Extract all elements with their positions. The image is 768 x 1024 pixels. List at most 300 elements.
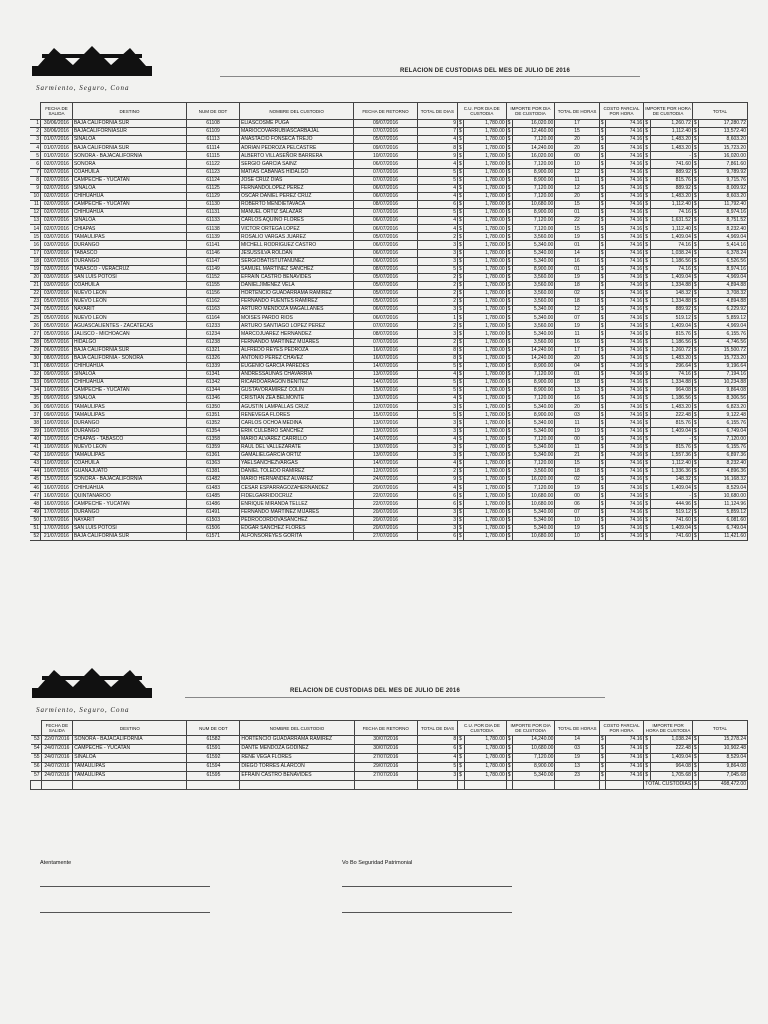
currency-symbol: $ [599, 184, 605, 192]
header-cell: IMPORTE POR DIA DE CUSTODIA [506, 721, 555, 736]
table-cell: 1,780.00 [464, 265, 506, 273]
table-cell: TAMAULIPAS [72, 451, 186, 459]
currency-symbol: $ [599, 532, 605, 540]
currency-symbol: $ [599, 403, 605, 411]
table-cell: 15,278.24 [699, 736, 748, 745]
table-cell: 61342 [187, 379, 240, 387]
currency-symbol: $ [599, 508, 605, 516]
table-cell: 13,572.40 [699, 128, 748, 136]
currency-symbol: $ [692, 289, 698, 297]
table-cell: 964.08 [650, 387, 692, 395]
header-cell: DESTINO [72, 103, 186, 120]
table-cell: 03/07/2016 [41, 249, 73, 257]
table-cell: 06/07/2016 [354, 217, 417, 225]
table-cell: 5,340.00 [512, 249, 554, 257]
table-cell: 6,749.04 [699, 524, 748, 532]
table-cell: 519.12 [650, 314, 692, 322]
table-cell: 8,529.04 [699, 484, 748, 492]
table-cell: 7,120.00 [512, 136, 554, 144]
table-cell: 32 [30, 370, 41, 378]
table-cell: NUEVO LEON [72, 314, 186, 322]
table-cell: 12,460.00 [512, 128, 554, 136]
table-cell: 1,780.00 [464, 209, 506, 217]
table-cell: 74.16 [650, 265, 692, 273]
table-cell: 5,414.16 [699, 241, 748, 249]
table-cell: 74.16 [606, 484, 644, 492]
currency-symbol: $ [506, 225, 512, 233]
table-row [30, 281, 748, 289]
table-cell: 61138 [187, 225, 240, 233]
table-cell: 1,780.00 [464, 459, 506, 467]
table-cell: 74.16 [606, 745, 644, 754]
table-cell: 61125 [187, 184, 240, 192]
table-cell: 18 [555, 379, 599, 387]
table-cell: 222.48 [650, 745, 692, 754]
currency-symbol: $ [644, 306, 650, 314]
table-cell: 10,680.00 [699, 492, 748, 500]
total-spacer [31, 781, 42, 790]
table-cell: 10/07/2016 [41, 451, 73, 459]
currency-symbol: $ [457, 249, 463, 257]
table-cell: 01 [555, 370, 599, 378]
table-cell: 7,194.16 [699, 370, 748, 378]
table-cell: 01 [555, 209, 599, 217]
table-cell: 8 [30, 176, 41, 184]
table-cell: 889.92 [650, 184, 692, 192]
table-cell: 61591 [187, 745, 240, 754]
currency-symbol: $ [457, 451, 463, 459]
header-cell: COSTO PARCIAL POR HORA [599, 103, 643, 120]
table-cell: 1,409.04 [650, 233, 692, 241]
currency-symbol: $ [599, 160, 605, 168]
currency-symbol: $ [506, 736, 512, 745]
table-cell: 12 [555, 184, 599, 192]
table-cell: 1,780.00 [464, 370, 506, 378]
table-cell: ALFREDO REYES PEDROZA [240, 346, 354, 354]
table-cell: 22 [30, 289, 41, 297]
table-cell: 1,409.04 [650, 427, 692, 435]
header-index [30, 103, 41, 120]
currency-symbol: $ [506, 435, 512, 443]
table-cell: 48 [30, 500, 41, 508]
table-row [30, 306, 748, 314]
currency-symbol: $ [644, 435, 650, 443]
table-cell: 19 [555, 524, 599, 532]
table-cell: 61351 [187, 411, 240, 419]
currency-symbol: $ [506, 298, 512, 306]
table-cell: PEDROCORDOVASANCHEZ [240, 516, 354, 524]
table-cell: 1,780.00 [464, 184, 506, 192]
table-cell: 4 [417, 160, 457, 168]
currency-symbol: $ [457, 144, 463, 152]
currency-symbol: $ [506, 362, 512, 370]
table-cell: 9 [417, 152, 457, 160]
table-cell: 4 [417, 370, 457, 378]
table-cell: 9,864.08 [699, 387, 748, 395]
table-cell: 14/07/2016 [354, 435, 417, 443]
table-cell: 4,746.56 [699, 338, 748, 346]
table-cell: 3 [417, 419, 457, 427]
table-cell: JALISCO - MICHOACAN [72, 330, 186, 338]
currency-symbol: $ [644, 411, 650, 419]
table-cell: 1,186.56 [650, 257, 692, 265]
table-cell: 1,780.00 [464, 160, 506, 168]
table-cell: ALBERTO VILLASEÑOR BARRERA [240, 152, 354, 160]
currency-symbol: $ [506, 459, 512, 467]
table-cell: 5 [30, 152, 41, 160]
table-cell: 25 [30, 314, 41, 322]
table-cell: ALFONSOREYES GORITA [240, 532, 354, 540]
table-cell: 8,900.00 [512, 387, 554, 395]
table-cell: 74.16 [606, 209, 644, 217]
table-cell: 6,081.60 [699, 516, 748, 524]
currency-symbol: $ [644, 468, 650, 476]
table-cell: 22 [555, 217, 599, 225]
table-cell: 1,780.00 [464, 298, 506, 306]
table-cell: 12 [555, 168, 599, 176]
table-cell: 61234 [187, 330, 240, 338]
table-cell: 03/07/2016 [41, 289, 73, 297]
table-cell: 5 [417, 168, 457, 176]
table-cell: 05/07/2016 [354, 289, 417, 297]
table-cell: 815.76 [650, 419, 692, 427]
table-cell: 13/07/2016 [354, 370, 417, 378]
table-cell: 1,409.04 [650, 754, 692, 763]
table-cell: 61163 [187, 306, 240, 314]
currency-symbol: $ [644, 745, 650, 754]
table-cell: 10 [30, 192, 41, 200]
table-body-2 [31, 736, 748, 790]
table-cell: 10/07/2016 [354, 152, 417, 160]
currency-symbol: $ [506, 306, 512, 314]
table-row [30, 411, 748, 419]
table-cell: 61592 [187, 754, 240, 763]
table-cell: 8,009.92 [699, 184, 748, 192]
currency-symbol: $ [644, 524, 650, 532]
table-cell: FERNANDO MARTINEZ MIJARES [240, 338, 354, 346]
table-cell: 05/07/2016 [354, 298, 417, 306]
table-cell: 05/07/2016 [354, 281, 417, 289]
table-cell: 4,969.04 [699, 233, 748, 241]
currency-symbol: $ [457, 346, 463, 354]
currency-symbol: $ [692, 370, 698, 378]
table-cell: 30/06/2016 [41, 128, 73, 136]
table-cell: 4 [417, 754, 457, 763]
table-cell: 21 [30, 281, 41, 289]
table-cell: 8,900.00 [513, 763, 555, 772]
currency-symbol: $ [458, 763, 464, 772]
logo-text-2: Sarmiento, Seguro, Cona [36, 706, 130, 714]
table-cell: 1,780.00 [464, 306, 506, 314]
table-cell: NAYARIT [72, 306, 186, 314]
table-cell: 815.76 [650, 176, 692, 184]
table-cell: 16 [555, 395, 599, 403]
table-cell: 30/06/2016 [41, 120, 73, 128]
table-cell: 4 [417, 395, 457, 403]
table-cell: 00 [555, 152, 599, 160]
currency-symbol: $ [506, 217, 512, 225]
currency-symbol: $ [599, 289, 605, 297]
table-cell: DANTE MENDOZA GODINEZ [240, 745, 354, 754]
table-cell: COAHUILA [72, 459, 186, 467]
table-cell: 8,306.56 [699, 395, 748, 403]
currency-symbol: $ [457, 500, 463, 508]
table-cell: 1,780.00 [464, 168, 506, 176]
table-row [30, 184, 748, 192]
table-cell: MOISES PARDO RIOS [240, 314, 354, 322]
table-cell: 7,120.00 [512, 192, 554, 200]
currency-symbol: $ [644, 346, 650, 354]
table-cell: DANIELJIMENEZ VELA [240, 281, 354, 289]
signature-right-line-2 [342, 912, 512, 913]
table-cell: 4 [417, 435, 457, 443]
table-cell: 1,409.04 [650, 322, 692, 330]
table-cell: 74.16 [606, 379, 644, 387]
table-cell: 10/07/2016 [41, 387, 73, 395]
table-cell: BAJA CALIFORNIA SUR [72, 120, 186, 128]
table-cell: 4,894.88 [699, 298, 748, 306]
table-row [30, 128, 748, 136]
table-cell: 14 [555, 736, 599, 745]
header-cell: NUM DE ODT [187, 721, 240, 736]
table-cell: 18 [555, 298, 599, 306]
currency-symbol: $ [599, 419, 605, 427]
table-cell: 1,780.00 [464, 192, 506, 200]
table-cell: 45 [30, 476, 41, 484]
table-cell: 05/07/2016 [41, 314, 73, 322]
table-cell: 11,792.40 [699, 200, 748, 208]
currency-symbol: $ [692, 217, 698, 225]
table-cell: 05/07/2016 [41, 306, 73, 314]
table-cell: 74.16 [606, 233, 644, 241]
table-cell: 28 [30, 338, 41, 346]
currency-symbol: $ [644, 120, 650, 128]
table-cell: 1,705.68 [650, 772, 692, 781]
table-row [30, 265, 748, 273]
table-cell: 61352 [187, 419, 240, 427]
currency-symbol: $ [506, 427, 512, 435]
currency-symbol: $ [644, 492, 650, 500]
table-cell: 2 [417, 322, 457, 330]
table-cell: ELIASCOSME PUGA [240, 120, 354, 128]
table-cell: 56 [31, 763, 42, 772]
table-cell: 8,900.00 [512, 411, 554, 419]
table-cell: 5 [417, 387, 457, 395]
table-cell: 1,334.88 [650, 298, 692, 306]
table-cell: 74.16 [606, 468, 644, 476]
table-cell: 1,780.00 [464, 763, 506, 772]
table-cell: 74.16 [606, 168, 644, 176]
table-cell: 61124 [187, 176, 240, 184]
table-cell: 01/07/2016 [41, 144, 73, 152]
table-cell: 5,340.00 [512, 419, 554, 427]
currency-symbol: $ [644, 281, 650, 289]
table-cell: 61123 [187, 168, 240, 176]
table-cell: 74.16 [606, 160, 644, 168]
table-cell: 24/07/2016 [41, 763, 73, 772]
table-cell: 1,780.00 [464, 492, 506, 500]
table-cell: 16/07/2016 [41, 484, 73, 492]
currency-symbol: $ [599, 152, 605, 160]
currency-symbol: $ [599, 370, 605, 378]
table-cell: 10/07/2016 [41, 427, 73, 435]
table-cell: 1 [417, 314, 457, 322]
table-cell: 19 [555, 754, 599, 763]
table-cell: 8 [417, 346, 457, 354]
table-row [30, 233, 748, 241]
currency-symbol: $ [599, 736, 605, 745]
table-cell: 3 [417, 516, 457, 524]
table-row [30, 298, 748, 306]
table-cell: 20 [555, 136, 599, 144]
table-cell: 16,020.00 [512, 152, 554, 160]
currency-symbol: $ [692, 492, 698, 500]
table-cell: 6,229.92 [699, 306, 748, 314]
header-cell: FECHA DE RETORNO [354, 721, 417, 736]
table-cell: 74.16 [650, 370, 692, 378]
currency-symbol: $ [457, 184, 463, 192]
table-cell: 74.16 [606, 306, 644, 314]
currency-symbol: $ [692, 403, 698, 411]
table-cell: 10/07/2016 [41, 459, 73, 467]
table-cell: 5,340.00 [512, 508, 554, 516]
table-cell: 24/07/2016 [354, 476, 417, 484]
table-cell: 1,186.56 [650, 338, 692, 346]
currency-symbol: $ [599, 298, 605, 306]
table-cell: 61326 [187, 354, 240, 362]
table-cell: 6 [417, 492, 457, 500]
table-cell: 14,240.00 [512, 354, 554, 362]
table-cell: 08/07/2016 [41, 354, 73, 362]
table-cell: 5 [417, 209, 457, 217]
table-cell: JESUSSILVA ROLDAN [240, 249, 354, 257]
currency-symbol: $ [692, 128, 698, 136]
currency-symbol: $ [692, 781, 698, 790]
table-cell: ADRIAN PEDROZA PELCASTRE [240, 144, 354, 152]
table-cell: 7,120.00 [512, 370, 554, 378]
currency-symbol: $ [692, 379, 698, 387]
table-row [30, 200, 748, 208]
table-cell: 30 [30, 354, 41, 362]
currency-symbol: $ [644, 128, 650, 136]
table-cell: 10,680.00 [512, 492, 554, 500]
currency-symbol: $ [692, 338, 698, 346]
currency-symbol: $ [457, 241, 463, 249]
currency-symbol: $ [692, 273, 698, 281]
table-row [30, 484, 748, 492]
table-cell: 1,780.00 [464, 152, 506, 160]
currency-symbol: $ [457, 168, 463, 176]
table-cell: 3 [417, 241, 457, 249]
currency-symbol: $ [692, 209, 698, 217]
table-cell: 21/07/2016 [41, 532, 73, 540]
table-cell: 8,900.00 [512, 168, 554, 176]
table-cell: NUEVO LEON [72, 289, 186, 297]
table-cell: 61238 [187, 338, 240, 346]
table-cell: 5 [417, 763, 457, 772]
currency-symbol: $ [644, 451, 650, 459]
total-spacer [513, 781, 555, 790]
table-cell: ANDRESSAUNAS CHAVARRIA [240, 370, 354, 378]
table-cell: 06 [555, 500, 599, 508]
table-cell: 8,974.16 [699, 209, 748, 217]
currency-symbol: $ [599, 468, 605, 476]
table-cell: 1,780.00 [464, 379, 506, 387]
table-cell: 06/07/2016 [354, 314, 417, 322]
table-cell: 1,409.04 [650, 484, 692, 492]
table-cell: CRISTIAN ZEA BELMONTE [240, 395, 354, 403]
table-cell: 10 [555, 160, 599, 168]
table-cell: 13 [555, 387, 599, 395]
table-cell: 46 [30, 484, 41, 492]
table-cell: 02/07/2016 [41, 176, 73, 184]
table-header-row-2 [31, 721, 748, 736]
table-cell: 33 [30, 379, 41, 387]
currency-symbol: $ [457, 435, 463, 443]
table-cell: 03/07/2016 [41, 273, 73, 281]
currency-symbol: $ [506, 524, 512, 532]
table-cell: TAMAULIPAS [72, 233, 186, 241]
table-cell: 296.64 [650, 362, 692, 370]
header-cell: COSTO PARCIAL POR HORA [599, 721, 643, 736]
currency-symbol: $ [692, 508, 698, 516]
table-body [30, 120, 748, 541]
table-cell: 29/07/2016 [354, 763, 417, 772]
table-cell: 49 [30, 508, 41, 516]
table-cell: 61339 [187, 362, 240, 370]
total-spacer [606, 781, 644, 790]
table-cell: 61131 [187, 209, 240, 217]
total-spacer [187, 781, 240, 790]
header-cell: TOTAL [692, 103, 747, 120]
table-cell: 1 [30, 120, 41, 128]
currency-symbol: $ [599, 346, 605, 354]
header-cell: IMPORTE POR HORA DE CUSTODIA [644, 103, 693, 120]
currency-symbol: $ [599, 362, 605, 370]
currency-symbol: $ [644, 217, 650, 225]
currency-symbol: $ [692, 443, 698, 451]
table-cell: 3,708.32 [699, 289, 748, 297]
signature-right-line [342, 886, 512, 887]
currency-symbol: $ [692, 200, 698, 208]
table-row [30, 249, 748, 257]
table-cell: 08/07/2016 [41, 362, 73, 370]
table-cell: 74.16 [606, 419, 644, 427]
table-cell: COAHUILA [72, 281, 186, 289]
table-cell: 16/07/2016 [41, 492, 73, 500]
table-cell: 61146 [187, 249, 240, 257]
table-cell: 61147 [187, 257, 240, 265]
currency-symbol: $ [644, 160, 650, 168]
currency-symbol: $ [457, 136, 463, 144]
table-cell: AGUASCALIENTES - ZACATECAS [72, 322, 186, 330]
table-cell: 02 [555, 289, 599, 297]
table-row [30, 136, 748, 144]
table-cell: MARIO HERNANDEZ ALVAREZ [240, 476, 354, 484]
currency-symbol: $ [506, 516, 512, 524]
table-cell: 4,969.04 [699, 273, 748, 281]
currency-symbol: $ [457, 128, 463, 136]
table-cell: BAJA CALIFORNIA SUR [72, 532, 186, 540]
table-cell: SONORA - BAJACALIFORNIA [73, 736, 187, 745]
table-cell: 61156 [187, 289, 240, 297]
table-cell: 09/07/2016 [41, 370, 73, 378]
table-cell: 1,780.00 [464, 128, 506, 136]
currency-symbol: $ [506, 772, 512, 781]
currency-symbol: $ [506, 241, 512, 249]
currency-symbol: $ [599, 763, 605, 772]
currency-symbol: $ [506, 120, 512, 128]
